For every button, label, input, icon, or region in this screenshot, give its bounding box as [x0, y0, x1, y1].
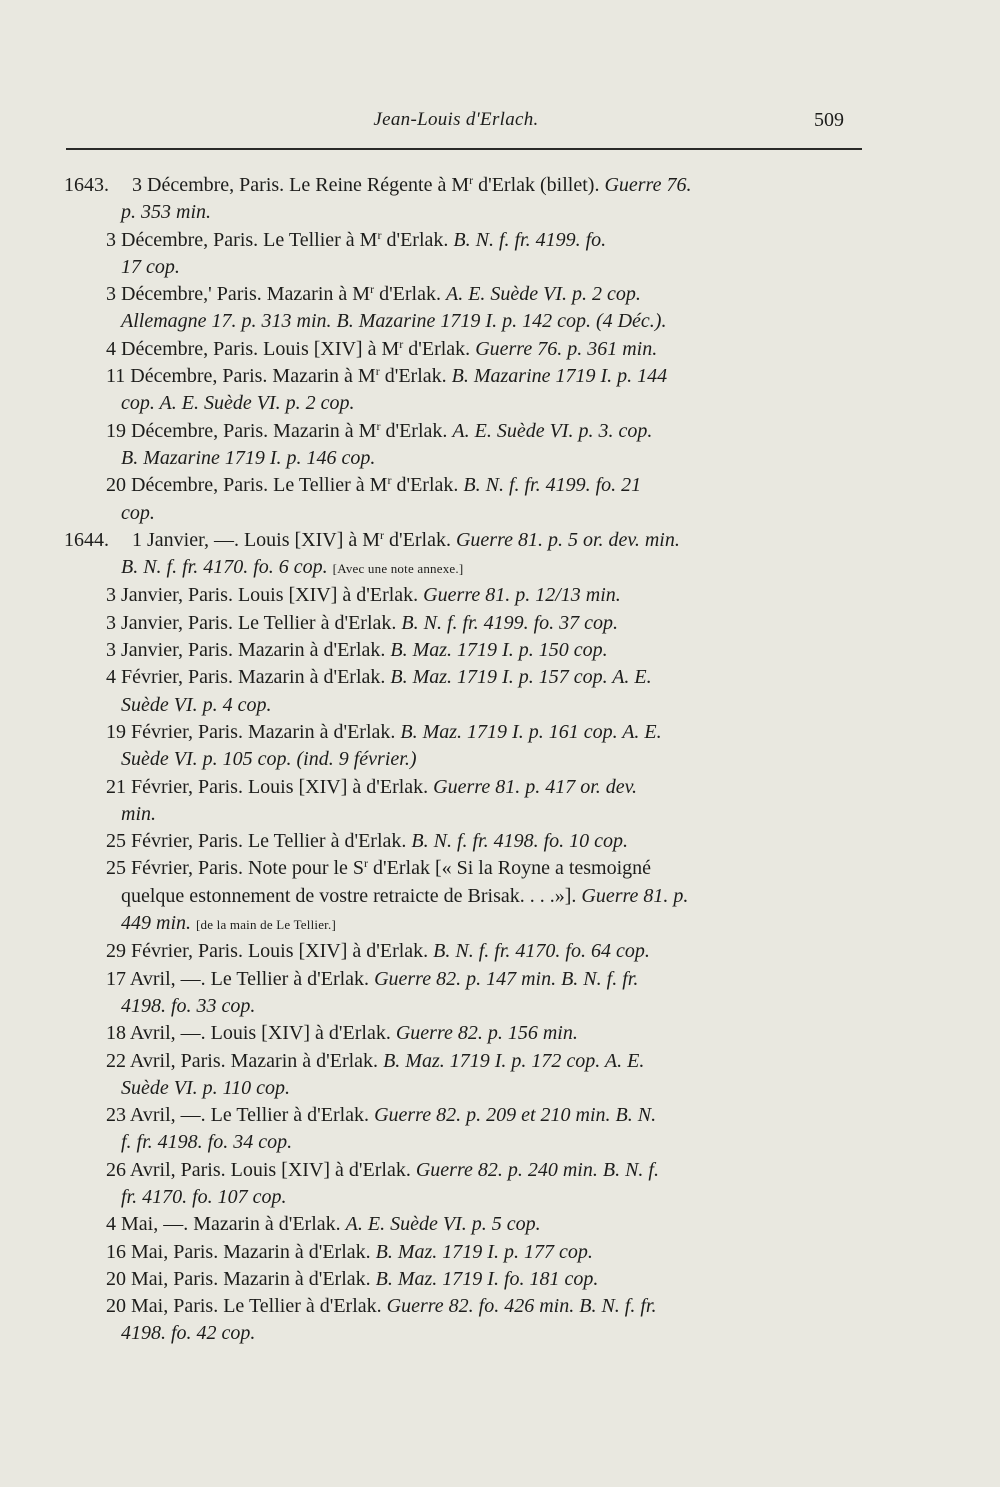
entry: [0, 1157, 1000, 1212]
entry-line: [0, 855, 1000, 882]
archive-reference: A. E. Suède VI. p. 2 cop.: [445, 283, 641, 306]
archive-reference: Guerre 82. p. 147 min. B. N. f. fr.: [374, 967, 639, 990]
archive-reference: Guerre 82. fo. 426 min. B. N. f. fr.: [386, 1295, 657, 1318]
archive-reference: Guerre 76.: [604, 174, 692, 196]
entry-continuation-line: [0, 554, 1000, 582]
entry-line: [0, 966, 1000, 993]
entry-text: 3 Décembre, Paris. Le Tellier à M: [106, 228, 378, 251]
archive-reference: Allemagne 17. p. 313 min. B. Mazarine 1719 I. p. 142 cop. (4 Déc.).: [121, 310, 667, 333]
archive-reference: Suède VI. p. 105 cop. (ind. 9 février.): [121, 748, 417, 771]
entry: [0, 664, 1000, 719]
entry: [0, 472, 1000, 527]
entry-continuation-line: [0, 390, 1000, 417]
entry-line: [0, 610, 1000, 637]
archive-reference: A. E. Suède VI. p. 5 cop.: [345, 1213, 541, 1236]
entry: [0, 336, 1000, 363]
entry-line: [0, 172, 1000, 199]
entry-line: [0, 418, 1000, 445]
entry: [0, 1266, 1000, 1293]
entry-year: 1643.: [64, 174, 109, 196]
entry-continuation-line: [0, 883, 1000, 910]
entry: [0, 1020, 1000, 1047]
entry: [0, 855, 1000, 938]
archive-reference: 449 min.: [121, 912, 196, 935]
entry-text: d'Erlak.: [384, 528, 456, 551]
entry-continuation-line: [0, 500, 1000, 527]
entry: [0, 582, 1000, 609]
archive-reference: B. N. f. fr. 4170. fo. 64 cop.: [433, 940, 650, 963]
archive-reference: A. E. Suède VI. p. 3. cop.: [452, 419, 653, 442]
archive-reference: Guerre 81. p.: [581, 884, 689, 907]
entry-continuation-line: [0, 308, 1000, 335]
entry-line: [0, 227, 1000, 254]
entry: [0, 172, 1000, 227]
entry-line: [0, 1293, 1000, 1320]
entry-line: [0, 1020, 1000, 1047]
superscript: r: [399, 336, 404, 351]
archive-reference: Guerre 82. p. 209 et 210 min. B. N.: [374, 1104, 657, 1127]
entry-line: [0, 1048, 1000, 1075]
archive-reference: B. N. f. fr. 4198. fo. 10 cop.: [411, 830, 629, 853]
archive-reference: B. Maz. 1719 I. p. 157 cop. A. E.: [390, 666, 652, 689]
entry-text: 4 Décembre, Paris. Louis [XIV] à M: [106, 337, 400, 360]
archive-reference: B. Maz. 1719 I. p. 177 cop.: [375, 1240, 593, 1263]
entry-text: 19 Décembre, Paris. Mazarin à M: [106, 419, 377, 442]
entry-continuation-line: [0, 1075, 1000, 1102]
entry-text: 3 Décembre, Paris. Le Reine Régente à M: [132, 174, 470, 196]
entry-line: [0, 527, 1000, 554]
entry-text: 20 Mai, Paris. Mazarin à d'Erlak.: [106, 1267, 376, 1290]
entry-text: d'Erlak.: [381, 228, 454, 251]
entry-line: [0, 363, 1000, 390]
entry-text: 22 Avril, Paris. Mazarin à d'Erlak.: [106, 1049, 384, 1072]
entry: [0, 774, 1000, 829]
entry: [0, 527, 1000, 583]
archive-reference: 4198. fo. 42 cop.: [121, 1322, 256, 1345]
entry-text: d'Erlak.: [380, 419, 453, 442]
archive-reference: 4198. fo. 33 cop.: [121, 994, 256, 1017]
entry-line: [0, 774, 1000, 801]
entry: [0, 1048, 1000, 1103]
archive-reference: B. Maz. 1719 I. fo. 181 cop.: [375, 1267, 599, 1290]
entry-line: [0, 938, 1000, 965]
superscript: r: [377, 227, 382, 242]
entry-line: [0, 582, 1000, 609]
running-title: Jean-Louis d'Erlach.: [373, 109, 539, 130]
archive-reference: Suède VI. p. 4 cop.: [121, 693, 272, 716]
entry-continuation-line: [0, 1184, 1000, 1211]
entry-line: [0, 1157, 1000, 1184]
entry-line: [0, 336, 1000, 363]
archive-reference: B. Maz. 1719 I. p. 161 cop. A. E.: [400, 720, 662, 743]
archive-reference: B. N. f. fr. 4199. fo. 37 cop.: [401, 611, 619, 634]
entry-continuation-line: [0, 801, 1000, 828]
entry: [0, 1211, 1000, 1238]
archive-reference: 17 cop.: [121, 255, 180, 278]
entry: [0, 719, 1000, 774]
archive-reference: Guerre 81. p. 12/13 min.: [423, 584, 621, 607]
entry-continuation-line: [0, 692, 1000, 719]
editorial-note: [de la main de Le Tellier.]: [196, 917, 336, 933]
superscript: r: [380, 527, 385, 542]
entry-continuation-line: [0, 910, 1000, 938]
archive-reference: Suède VI. p. 110 cop.: [121, 1076, 291, 1099]
entry-text: d'Erlak.: [374, 283, 446, 306]
entry-line: [0, 664, 1000, 691]
entry-text: d'Erlak.: [391, 474, 464, 497]
entry-text: d'Erlak.: [403, 337, 476, 360]
entry: [0, 418, 1000, 473]
entry-line: [0, 719, 1000, 746]
entry-continuation-line: [0, 746, 1000, 773]
entry-text: quelque estonnement de vostre retraicte de Brisak. . . .»].: [121, 884, 582, 907]
entry-text: 17 Avril, —. Le Tellier à d'Erlak.: [106, 967, 375, 990]
entry: [0, 938, 1000, 965]
entry: [0, 966, 1000, 1021]
page-number: 509: [814, 109, 844, 131]
entry-continuation-line: [0, 199, 1000, 226]
entry-line: [0, 1211, 1000, 1238]
entry-text: 26 Avril, Paris. Louis [XIV] à d'Erlak.: [106, 1158, 416, 1181]
archive-reference: Guerre 81. p. 5 or. dev. min.: [455, 528, 680, 551]
superscript: r: [364, 856, 369, 871]
entry-text: 20 Mai, Paris. Le Tellier à d'Erlak.: [106, 1295, 387, 1318]
entry-text: 25 Février, Paris. Note pour le S: [106, 857, 365, 880]
archive-reference: Guerre 76. p. 361 min.: [475, 337, 658, 360]
archive-reference: B. Maz. 1719 I. p. 172 cop. A. E.: [383, 1049, 645, 1072]
entry-text: 3 Janvier, Paris. Mazarin à d'Erlak.: [106, 639, 391, 662]
archive-reference: p. 353 min.: [121, 201, 211, 224]
entry-line: [0, 1266, 1000, 1293]
entry-line: [0, 637, 1000, 664]
superscript: r: [376, 418, 381, 433]
archive-reference: f. fr. 4198. fo. 34 cop.: [121, 1131, 293, 1154]
entry-text: 21 Février, Paris. Louis [XIV] à d'Erlak.: [106, 775, 434, 798]
entry-text: 4 Février, Paris. Mazarin à d'Erlak.: [106, 666, 391, 689]
entry-continuation-line: [0, 445, 1000, 472]
entry-line: [0, 1102, 1000, 1129]
running-head: [0, 109, 1000, 139]
entry: [0, 637, 1000, 664]
entry-text: 4 Mai, —. Mazarin à d'Erlak.: [106, 1213, 346, 1236]
archive-reference: cop. A. E. Suède VI. p. 2 cop.: [121, 392, 355, 415]
archive-reference: B. Maz. 1719 I. p. 150 cop.: [390, 639, 608, 662]
entry-text: 29 Février, Paris. Louis [XIV] à d'Erlak.: [106, 940, 434, 963]
entry-text: d'Erlak [« Si la Royne a tesmoigné: [368, 857, 652, 880]
entry-list: [0, 172, 1000, 1348]
entry-continuation-line: [0, 1129, 1000, 1156]
entry: [0, 1293, 1000, 1348]
entry-text: 3 Janvier, Paris. Louis [XIV] à d'Erlak.: [106, 584, 424, 607]
superscript: r: [375, 364, 380, 379]
entry: [0, 1239, 1000, 1266]
entry-line: [0, 281, 1000, 308]
entry-text: 19 Février, Paris. Mazarin à d'Erlak.: [106, 720, 401, 743]
entry-text: d'Erlak (billet).: [473, 174, 605, 196]
entry-continuation-line: [0, 254, 1000, 281]
entry-text: 25 Février, Paris. Le Tellier à d'Erlak.: [106, 830, 412, 853]
entry-text: 3 Janvier, Paris. Le Tellier à d'Erlak.: [106, 611, 402, 634]
entry-line: [0, 828, 1000, 855]
superscript: r: [370, 282, 375, 297]
entry: [0, 610, 1000, 637]
editorial-note: [Avec une note annexe.]: [332, 561, 464, 577]
entry-line: [0, 1239, 1000, 1266]
entry-text: 18 Avril, —. Louis [XIV] à d'Erlak.: [106, 1022, 396, 1045]
header-rule: [66, 148, 862, 150]
archive-reference: B. Mazarine 1719 I. p. 146 cop.: [121, 446, 376, 469]
archive-reference: fr. 4170. fo. 107 cop.: [121, 1185, 287, 1208]
archive-reference: Guerre 82. p. 240 min. B. N. f.: [415, 1158, 659, 1181]
entry-line: [0, 472, 1000, 499]
archive-reference: Guerre 82. p. 156 min.: [395, 1022, 578, 1045]
entry-text: 1 Janvier, —. Louis [XIV] à M: [132, 528, 381, 551]
superscript: r: [469, 173, 474, 187]
archive-reference: cop.: [121, 501, 155, 524]
archive-reference: B. N. f. fr. 4199. fo. 21: [463, 474, 642, 497]
entry: [0, 227, 1000, 282]
entry: [0, 281, 1000, 336]
entry-text: 16 Mai, Paris. Mazarin à d'Erlak.: [106, 1240, 376, 1263]
entry-text: 23 Avril, —. Le Tellier à d'Erlak.: [106, 1104, 375, 1127]
entry-text: 3 Décembre,' Paris. Mazarin à M: [106, 283, 371, 306]
entry: [0, 363, 1000, 418]
archive-reference: min.: [121, 802, 156, 825]
entry-text: d'Erlak.: [379, 365, 452, 388]
archive-reference: B. N. f. fr. 4170. fo. 6 cop.: [121, 556, 333, 579]
entry: [0, 828, 1000, 855]
entry-text: 20 Décembre, Paris. Le Tellier à M: [106, 474, 388, 497]
archive-reference: Guerre 81. p. 417 or. dev.: [433, 775, 638, 798]
entry: [0, 1102, 1000, 1157]
archive-reference: B. Mazarine 1719 I. p. 144: [451, 365, 668, 388]
entry-continuation-line: [0, 1320, 1000, 1347]
archive-reference: B. N. f. fr. 4199. fo.: [453, 228, 607, 251]
superscript: r: [387, 473, 392, 488]
entry-text: 11 Décembre, Paris. Mazarin à M: [106, 365, 376, 388]
entry-continuation-line: [0, 993, 1000, 1020]
entry-year: 1644.: [64, 528, 109, 551]
